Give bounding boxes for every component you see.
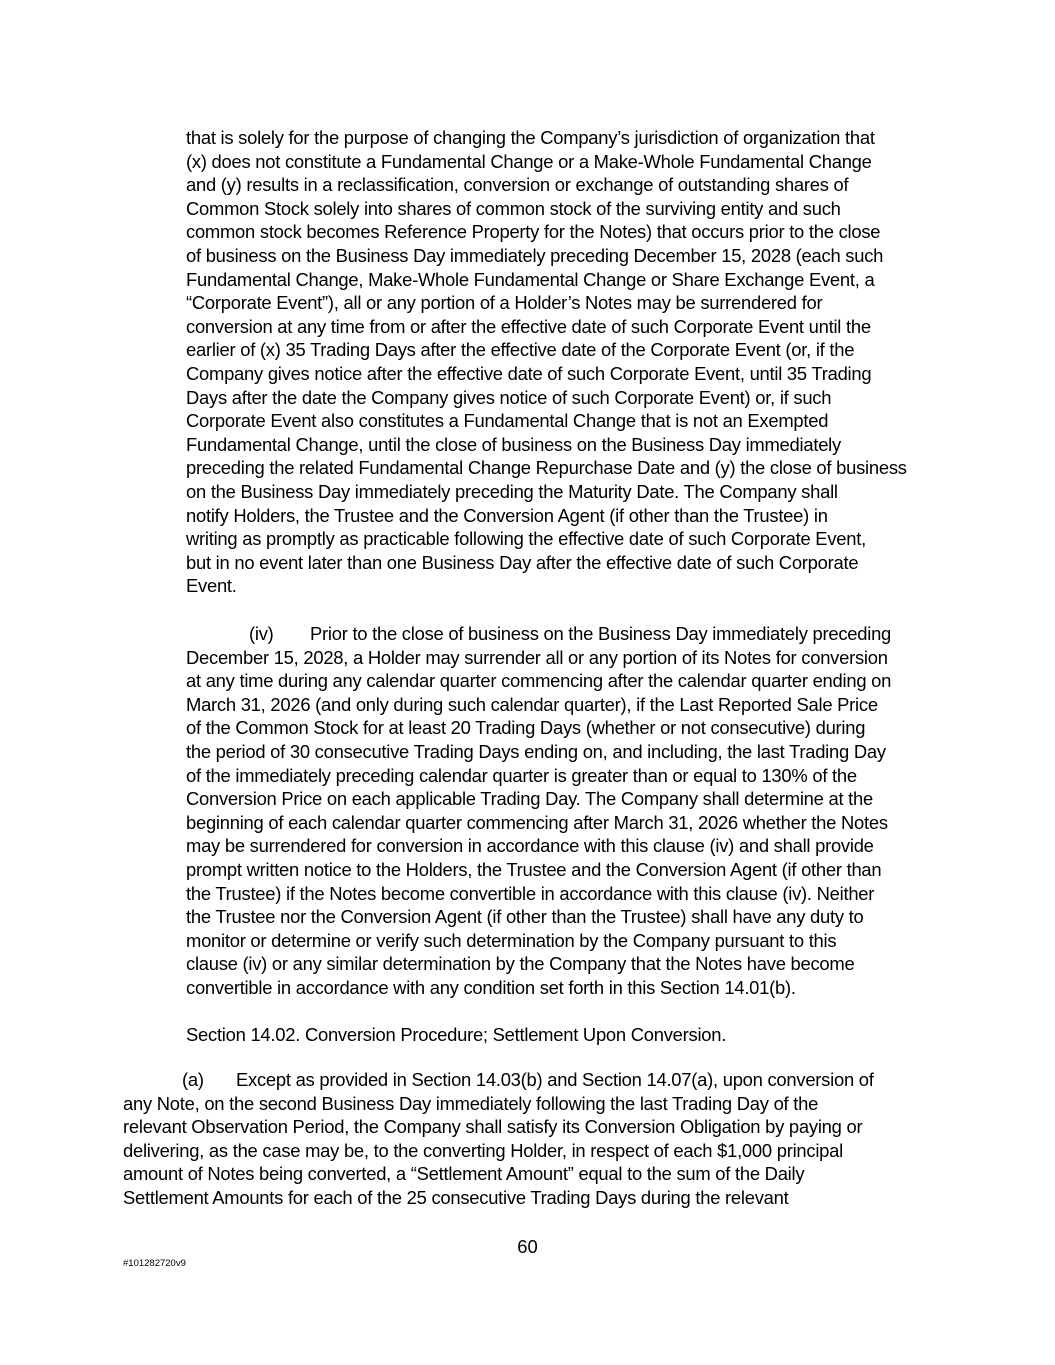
text-line: and (y) results in a reclassification, conversion or exchange of outstanding shares of — [186, 174, 849, 196]
text-line: Settlement Amounts for each of the 25 consecutive Trading Days during the relevant — [123, 1186, 789, 1208]
clause-a-label: (a) — [182, 1069, 204, 1090]
clause-iv-first-text: Prior to the close of business on the Business Day immediately preceding — [310, 623, 892, 644]
text-line: the Trustee nor the Conversion Agent (if other than the Trustee) shall have any duty to — [186, 906, 864, 928]
text-line: prompt written notice to the Holders, the Trustee and the Conversion Agent (if other than — [186, 858, 882, 880]
text-line: Company gives notice after the effective date of such Corporate Event, until 35 Trading — [186, 362, 872, 384]
text-line: but in no event later than one Business Day after the effective date of such Corporate — [186, 551, 859, 573]
text-line: of business on the Business Day immediately preceding December 15, 2028 (each such — [186, 244, 884, 266]
text-line: of the immediately preceding calendar quarter is greater than or equal to 130% of the — [186, 764, 857, 786]
text-line: delivering, as the case may be, to the converting Holder, in respect of each $1,000 principal — [123, 1139, 843, 1161]
text-line: Corporate Event also constitutes a Fundamental Change that is not an Exempted — [186, 410, 829, 432]
paragraph-continuation — [186, 126, 907, 598]
text-line: amount of Notes being converted, a “Settlement Amount” equal to the sum of the Daily — [123, 1163, 805, 1185]
clause-a-first-text: Except as provided in Section 14.03(b) and Section 14.07(a), upon conversion of — [236, 1069, 874, 1090]
text-line: Fundamental Change, until the close of business on the Business Day immediately — [186, 433, 841, 455]
section-heading: Section 14.02. Conversion Procedure; Settlement Upon Conversion. — [186, 1024, 727, 1045]
text-line: the Trustee) if the Notes become convertible in accordance with this clause (iv). Neither — [186, 882, 875, 904]
text-line: on the Business Day immediately preceding the Maturity Date. The Company shall — [186, 480, 838, 502]
text-line: Event. — [186, 575, 237, 597]
text-line: may be surrendered for conversion in accordance with this clause (iv) and shall provide — [186, 835, 874, 857]
text-line: the period of 30 consecutive Trading Days ending on, and including, the last Trading Day — [186, 740, 886, 762]
text-line: common stock becomes Reference Property for the Notes) that occurs prior to the close — [186, 221, 881, 243]
document-id: #101282720v9 — [123, 1258, 186, 1269]
text-line: earlier of (x) 35 Trading Days after the effective date of the Corporate Event (or, if the — [186, 339, 855, 361]
text-line: Conversion Price on each applicable Trading Day. The Company shall determine at the — [186, 788, 874, 810]
clause-a-paragraph — [123, 1068, 874, 1210]
text-line: convertible in accordance with any condition set forth in this Section 14.01(b). — [186, 976, 796, 998]
text-line: at any time during any calendar quarter commencing after the calendar quarter ending on — [186, 670, 892, 692]
text-line: beginning of each calendar quarter commencing after March 31, 2026 whether the Notes — [186, 811, 888, 833]
clause-iv-first-line — [186, 622, 891, 646]
text-line: preceding the related Fundamental Change Repurchase Date and (y) the close of business — [186, 457, 907, 479]
text-line: notify Holders, the Trustee and the Conversion Agent (if other than the Trustee) in — [186, 504, 828, 526]
text-line: “Corporate Event”), all or any portion of a Holder’s Notes may be surrendered for — [186, 292, 823, 314]
clause-a-first-line — [123, 1068, 874, 1092]
text-line: clause (iv) or any similar determination by the Company that the Notes have become — [186, 953, 855, 975]
text-line: relevant Observation Period, the Company shall satisfy its Conversion Obligation by paying or — [123, 1116, 863, 1138]
page-number: 60 — [517, 1236, 538, 1257]
text-line: Fundamental Change, Make-Whole Fundamental Change or Share Exchange Event, a — [186, 268, 875, 290]
text-line: Days after the date the Company gives notice of such Corporate Event) or, if such — [186, 386, 832, 408]
text-line: any Note, on the second Business Day immediately following the last Trading Day of the — [123, 1092, 819, 1114]
text-line: writing as promptly as practicable following the effective date of such Corporate Event, — [186, 528, 866, 550]
text-line: of the Common Stock for at least 20 Trading Days (whether or not consecutive) during — [186, 717, 866, 739]
clause-iv-paragraph — [186, 622, 891, 1000]
text-line: December 15, 2028, a Holder may surrender all or any portion of its Notes for conversion — [186, 646, 888, 668]
text-line: Common Stock solely into shares of common stock of the surviving entity and such — [186, 197, 841, 219]
text-line: March 31, 2026 (and only during such calendar quarter), if the Last Reported Sale Price — [186, 693, 878, 715]
text-line: that is solely for the purpose of changing the Company’s jurisdiction of organization that — [186, 127, 875, 148]
text-line: monitor or determine or verify such determination by the Company pursuant to this — [186, 929, 837, 951]
text-line: conversion at any time from or after the effective date of such Corporate Event until the — [186, 315, 871, 337]
text-line: (x) does not constitute a Fundamental Change or a Make-Whole Fundamental Change — [186, 150, 872, 172]
clause-iv-label: (iv) — [249, 623, 274, 644]
